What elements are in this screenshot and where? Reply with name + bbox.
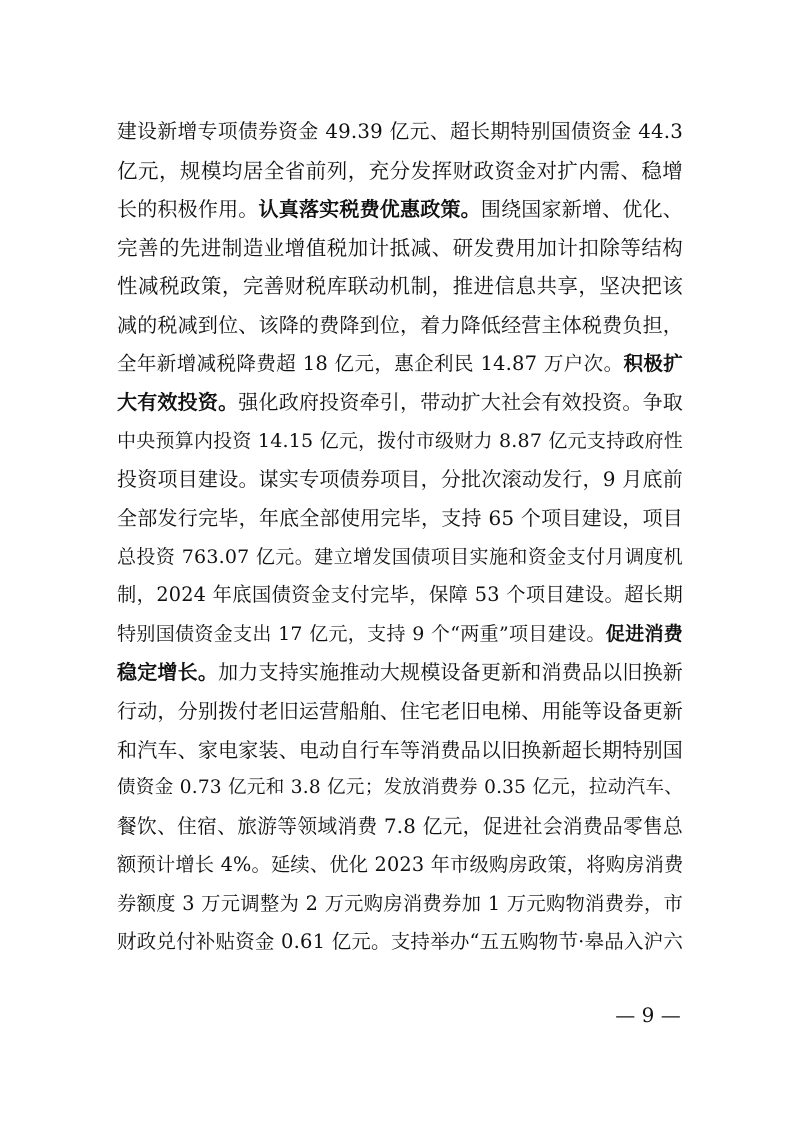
text-line [117, 345, 683, 384]
text-line [117, 538, 683, 577]
body-text-segment: 长的积极作用。 [117, 197, 259, 222]
bold-heading-text: 促进消费 [605, 622, 683, 645]
body-text-segment: 围绕国家新增、优化、 [480, 197, 684, 222]
body-text-segment: 强化政府投资牵引，带动扩大社会有效投资。争取 [238, 390, 684, 415]
text-line [117, 383, 683, 422]
body-text-segment: 加力支持实施推动大规模设备更新和消费品以旧换新 [218, 660, 683, 685]
text-line [117, 190, 683, 229]
body-text-segment: 亿元，规模均居全省前列，充分发挥财政资金对扩内需、稳增 [117, 158, 683, 183]
text-line [117, 653, 683, 692]
body-text-segment: 特别国债资金支出 17 亿元，支持 9 个“两重”项目建设。 [117, 622, 606, 645]
text-line [117, 499, 683, 538]
text-line [117, 808, 683, 847]
text-line [117, 731, 683, 770]
body-text-segment: 中央预算内投资 14.15 亿元，拨付市级财力 8.87 亿元支持政府性 [117, 429, 683, 452]
body-text-segment: 行动，分别拨付老旧运营船舶、住宅老旧电梯、用能等设备更新 [117, 698, 683, 723]
bold-heading-text: 大有效投资。 [117, 390, 239, 415]
bold-heading-text: 认真落实税费优惠政策。 [258, 197, 481, 222]
text-line [117, 422, 683, 461]
body-text-segment: 券额度 3 万元调整为 2 万元购房消费券加 1 万元购物消费券，市 [117, 891, 683, 915]
body-text-segment: 投资项目建设。谋实专项债券项目，分批次滚动发行，9 月底前 [117, 467, 683, 492]
text-line [117, 152, 683, 191]
body-text-segment: 减的税减到位、该降的费降到位，着力降低经营主体税费负担， [117, 312, 683, 337]
body-text-segment: 总投资 763.07 亿元。建立增发国债项目实施和资金支付月调度机 [117, 545, 683, 568]
page-number: — 9 — [615, 1003, 681, 1027]
body-text-segment: 债资金 0.73 亿元和 3.8 亿元；发放消费券 0.35 亿元，拉动汽车、 [117, 777, 683, 799]
body-text-segment: 全部发行完毕，年底全部使用完毕，支持 65 个项目建设，项目 [117, 505, 683, 530]
text-line [117, 113, 683, 152]
text-line [117, 460, 683, 499]
bold-heading-text: 稳定增长。 [117, 660, 219, 685]
text-line [117, 267, 683, 306]
body-text-segment: 制，2024 年底国债资金支付完毕，保障 53 个项目建设。超长期 [117, 583, 683, 607]
body-text-segment: 餐饮、住宿、旅游等领域消费 7.8 亿元，促进社会消费品零售总 [117, 814, 683, 838]
text-line [117, 615, 683, 654]
body-text-segment: 和汽车、家电家装、电动自行车等消费品以旧换新超长期特别国 [117, 737, 683, 762]
bold-heading-text: 积极扩 [623, 351, 683, 375]
body-text-segment: 财政兑付补贴资金 0.61 亿元。支持举办“五五购物节·皋品入沪六 [117, 930, 684, 954]
text-line [117, 692, 683, 731]
body-text-segment: 完善的先进制造业增值税加计抵减、研发费用加计扣除等结构 [117, 235, 683, 260]
text-line [117, 885, 683, 924]
body-text-segment: 建设新增专项债券资金 49.39 亿元、超长期特别国债资金 44.3 [117, 120, 683, 143]
text-line [117, 769, 683, 808]
body-text [117, 113, 683, 962]
body-text-segment: 性减税政策，完善财税库联动机制，推进信息共享，坚决把该 [117, 274, 683, 299]
body-text-segment: 额预计增长 4%。延续、优化 2023 年市级购房政策，将购房消费 [117, 853, 684, 877]
body-text-segment: 全年新增减税降费超 18 亿元，惠企利民 14.87 万户次。 [117, 351, 624, 375]
text-line [117, 923, 683, 962]
text-line [117, 306, 683, 345]
text-line [117, 229, 683, 268]
text-line [117, 846, 683, 885]
text-line [117, 576, 683, 615]
